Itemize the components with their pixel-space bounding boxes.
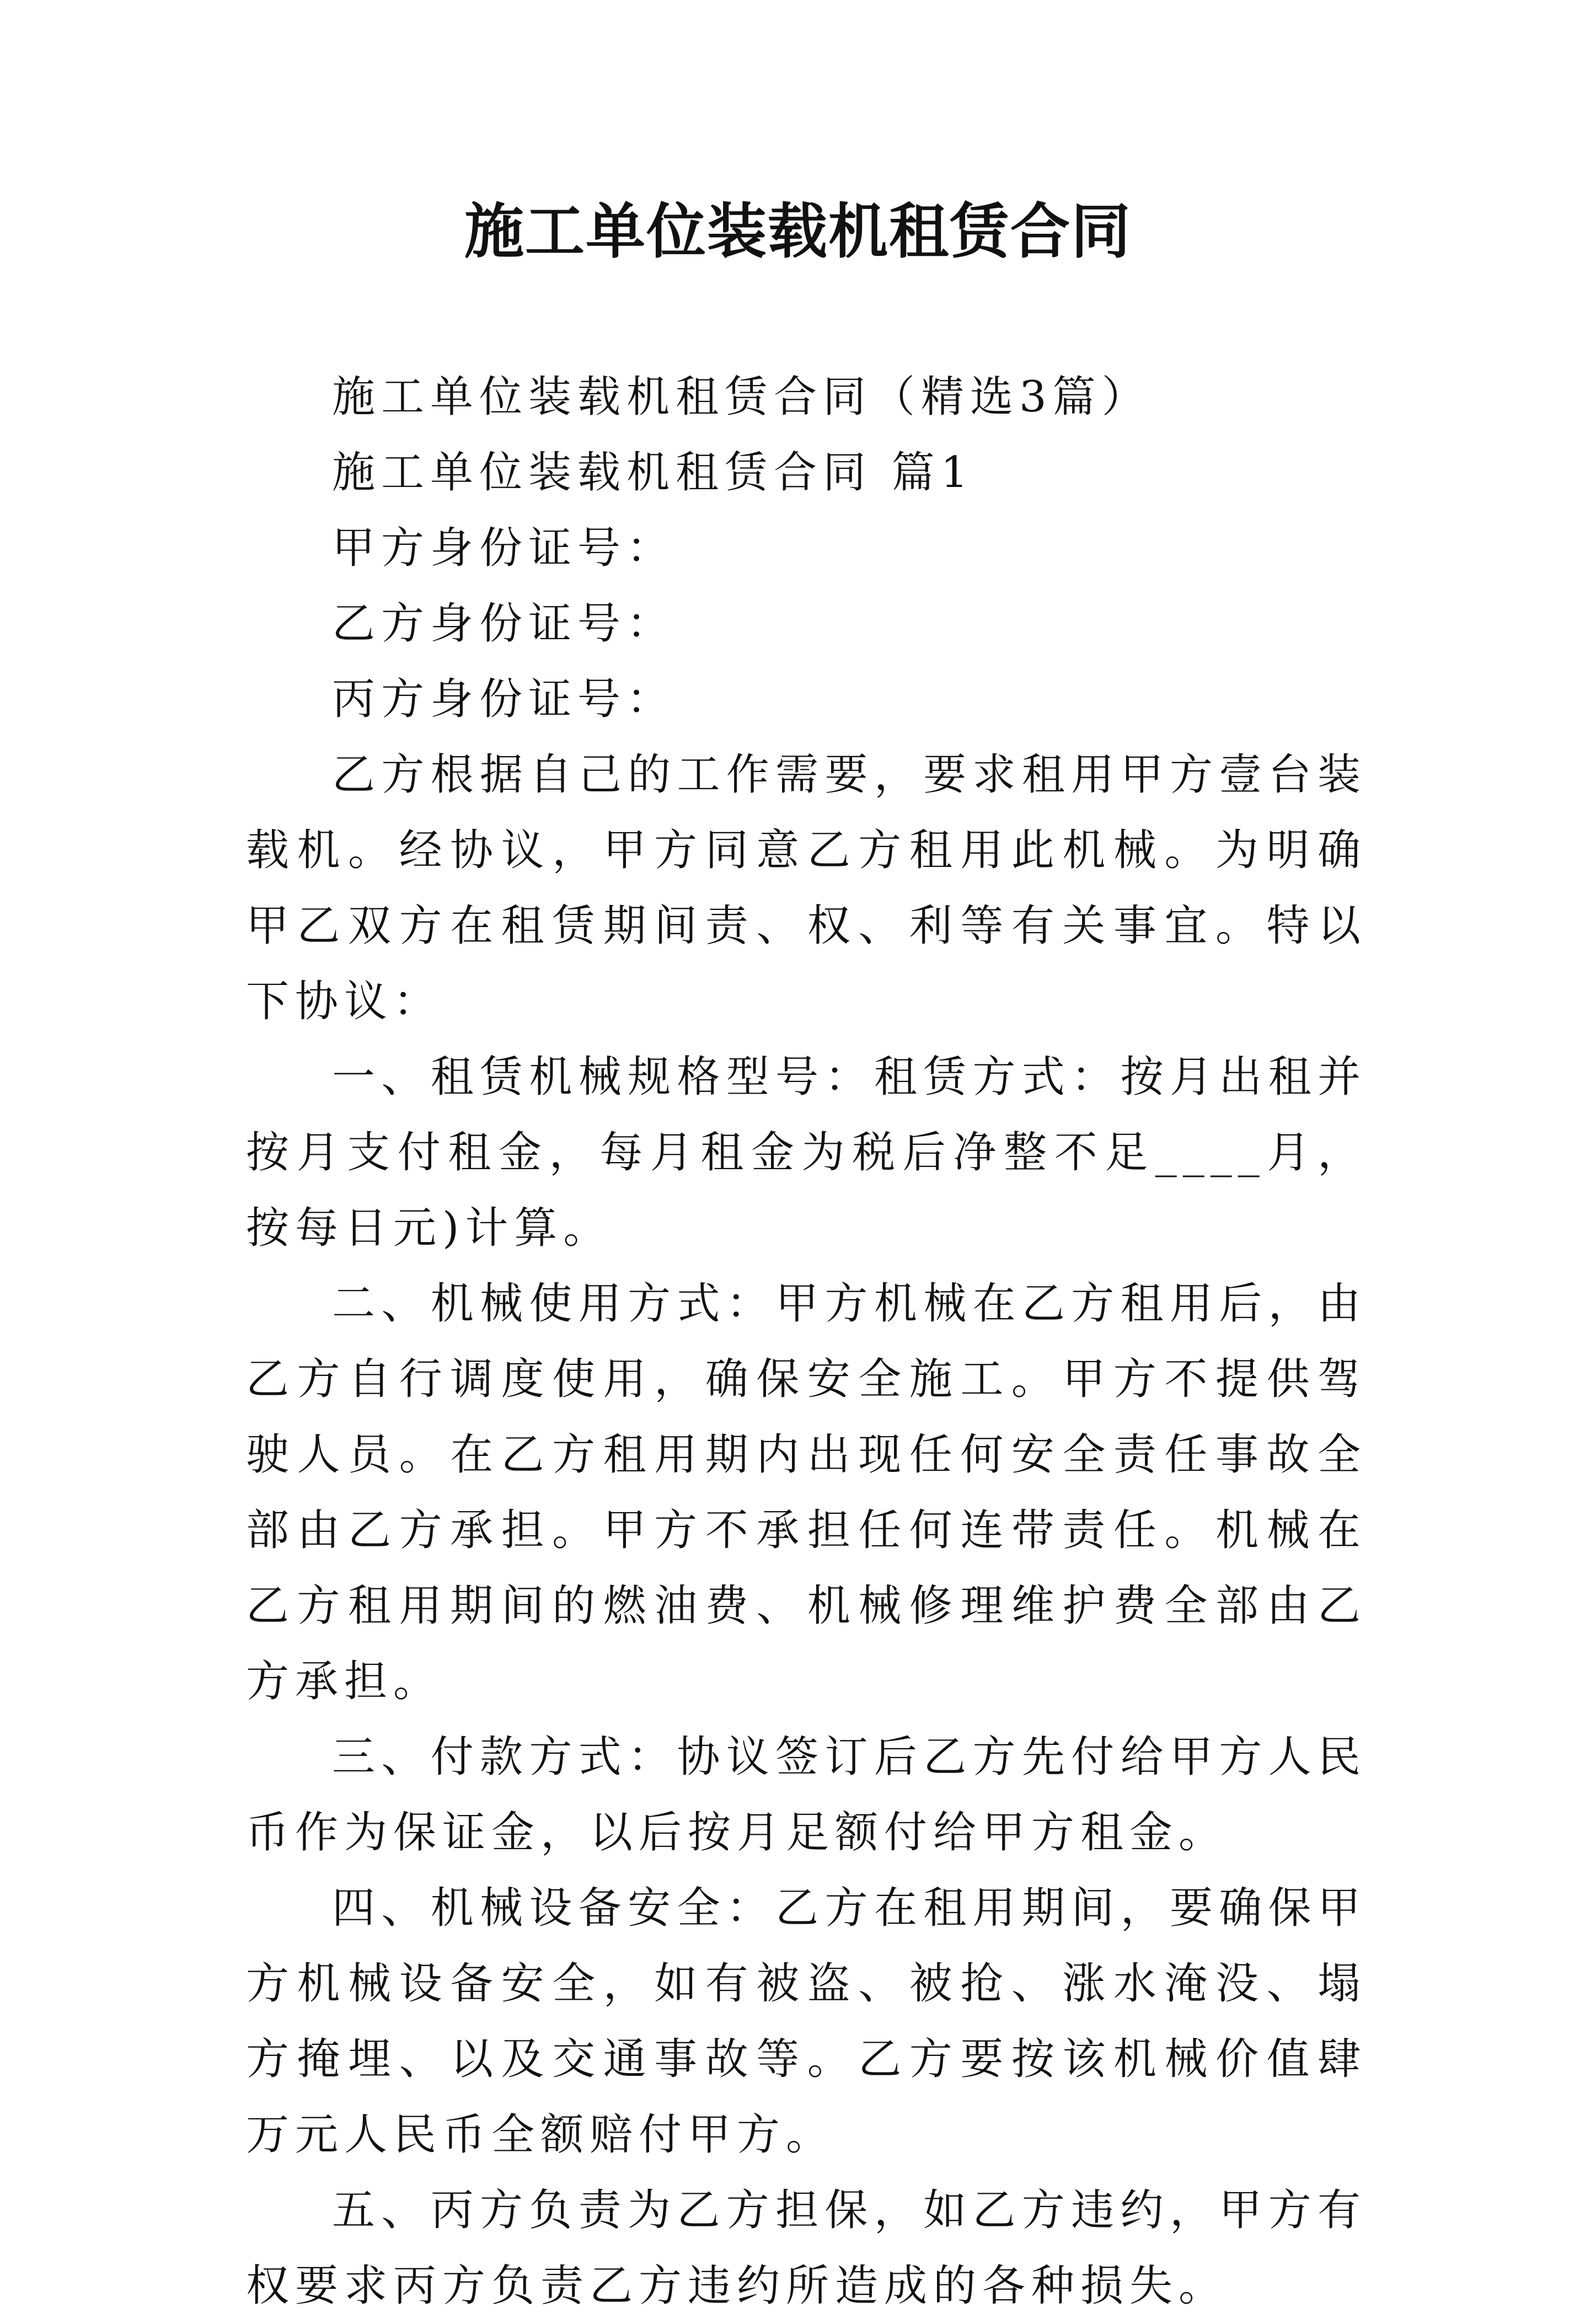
clause-4-paragraph: 四、机械设备安全：乙方在租用期间，要确保甲方机械设备安全，如有被盗、被抢、涨水淹没、塌方掩埋、以及交通事故等。乙方要按该机械价值肆万元人民币全额赔付甲方。 <box>246 1883 1367 2160</box>
intro-paragraph: 乙方根据自己的工作需要，要求租用甲方壹台装载机。经协议，甲方同意乙方租用此机械。为明确甲乙双方在租赁期间责、权、利等有关事宜。特以下协议： <box>246 750 1367 1026</box>
document-title: 施工单位装载机租赁合同 <box>464 197 1132 266</box>
clause-2-paragraph: 二、机械使用方式：甲方机械在乙方租用后，由乙方自行调度使用，确保安全施工。甲方不提供驾驶人员。在乙方租用期内出现任何安全责任事故全部由乙方承担。甲方不承担任何连带责任。机械在乙方租用期间的燃油费、机械修理维护费全部由乙方承担。 <box>246 1279 1367 1706</box>
clause-3-paragraph: 三、付款方式：协议签订后乙方先付给甲方人民币作为保证金，以后按月足额付给甲方租金。 <box>246 1732 1367 1857</box>
party-a-id-line: 甲方身份证号： <box>332 523 676 573</box>
document-body <box>246 360 1367 2324</box>
section-heading: 施工单位装载机租赁合同 篇1 <box>332 448 974 497</box>
clause-5-paragraph: 五、丙方负责为乙方担保，如乙方违约，甲方有权要求丙方负责乙方违约所造成的各种损失。 <box>246 2186 1367 2311</box>
party-b-id-line: 乙方身份证号： <box>332 599 676 649</box>
subtitle-line: 施工单位装载机租赁合同（精选3篇） <box>332 372 1151 422</box>
clause-1-paragraph: 一、租赁机械规格型号：租赁方式：按月出租并按月支付租金，每月租金为税后净整不足____月，按每日元)计算。 <box>246 1052 1367 1253</box>
party-c-id-line: 丙方身份证号： <box>332 674 676 724</box>
